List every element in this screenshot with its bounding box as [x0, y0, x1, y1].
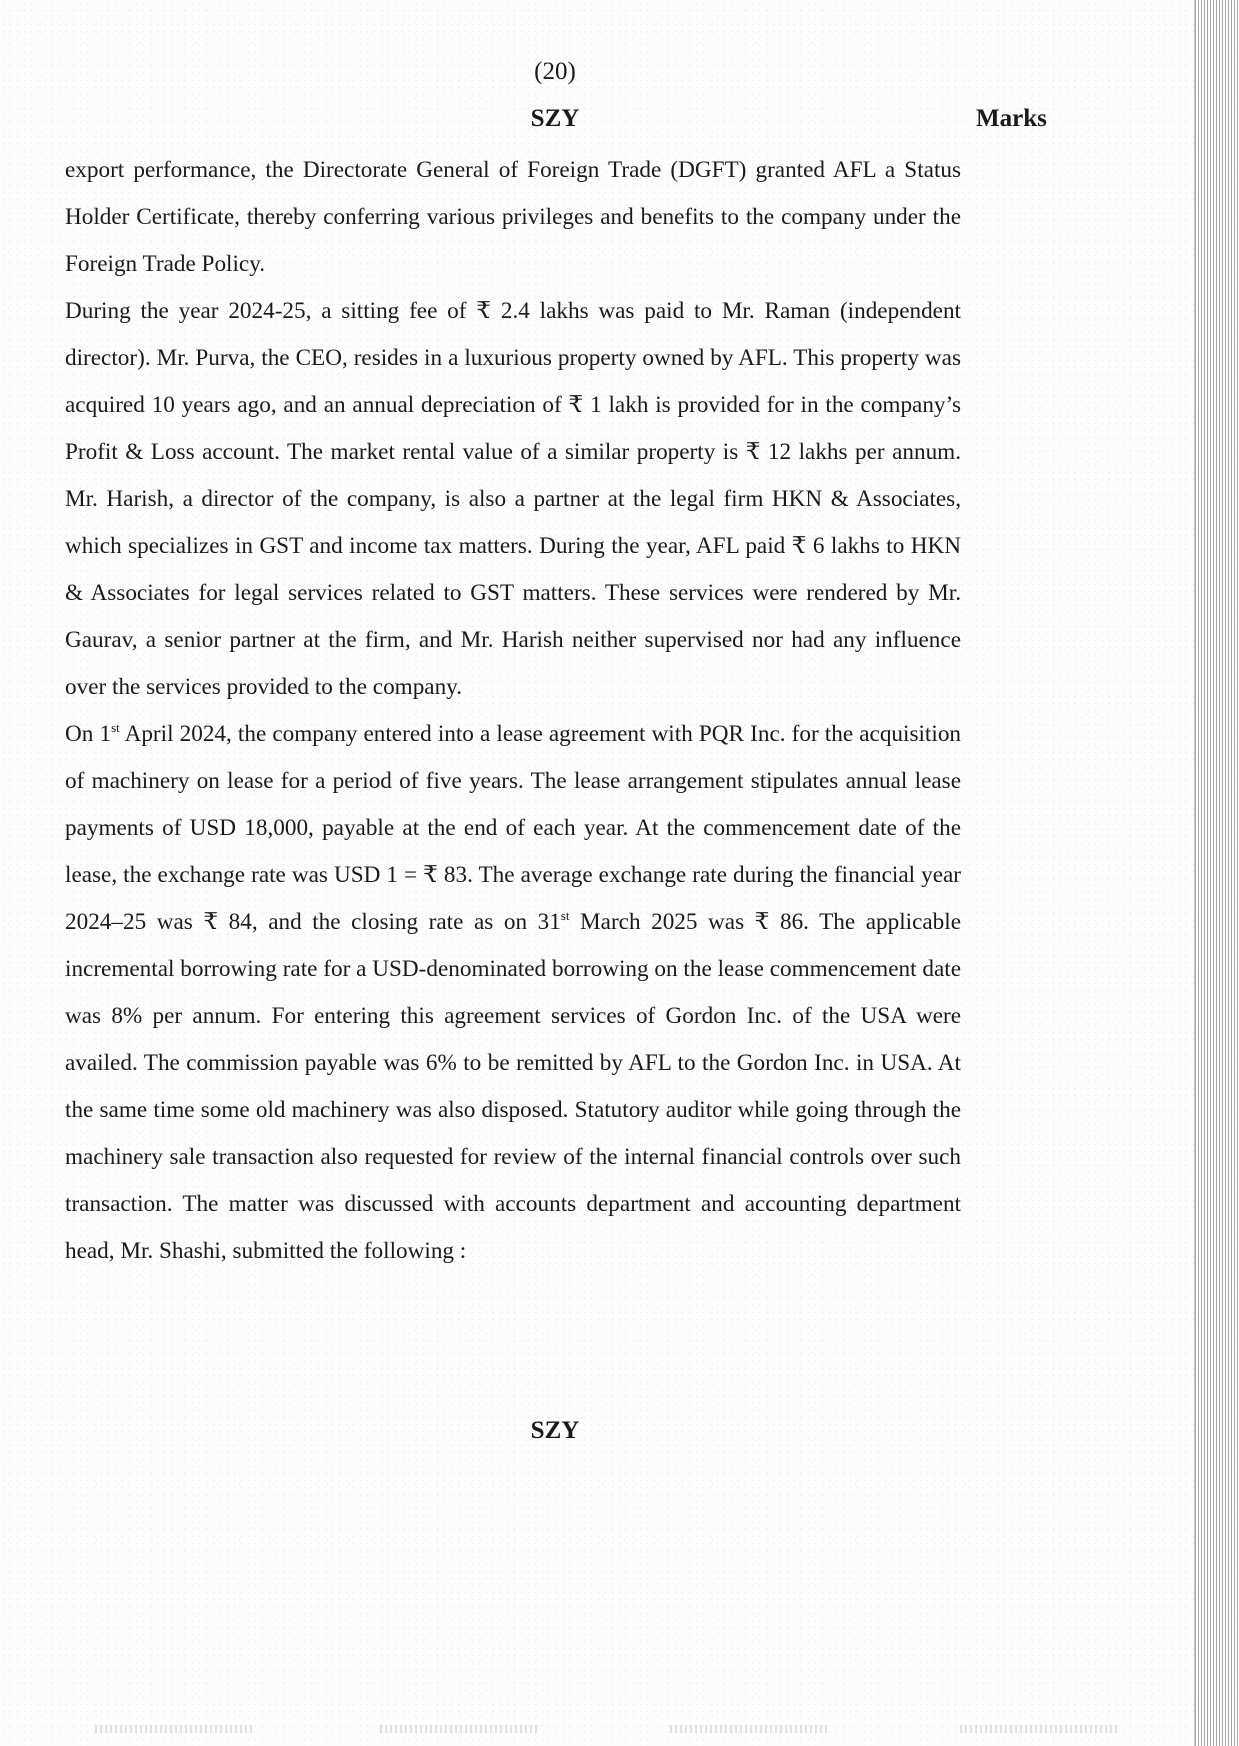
lease-text-part-1: On 1 [65, 721, 112, 747]
marks-column-label: Marks [976, 105, 1047, 132]
ordinal-suffix: st [560, 908, 570, 923]
paragraph-lease-agreement [65, 711, 961, 1275]
footer-paper-code: SZY [530, 1417, 580, 1444]
header-paper-code: SZY [530, 105, 580, 132]
paragraph-related-parties: During the year 2024-25, a sitting fee of ₹ 2.4 lakhs was paid to Mr. Raman (independent director). Mr. Purva, the CEO, resides in a luxurious property owned by AFL. This property was acquired 10 years ago, and an annual depreciation of ₹ 1 lakh is provided for in the company’s Profit & Loss account. The market rental value of a similar property is ₹ 12 lakhs per annum. Mr. Harish, a director of the company, is also a partner at the legal firm HKN & Associates, which specializes in GST and income tax matters. During the year, AFL paid ₹ 6 lakhs to HKN & Associates for legal services related to GST matters. These services were rendered by Mr. Gaurav, a senior partner at the firm, and Mr. Harish neither supervised nor had any influence over the services provided to the company. [65, 298, 961, 700]
lease-text-part-2: April 2024, the company entered into a lease agreement with PQR Inc. for the acquisition of machinery on lease for a period of five years. The lease arrangement stipulates annual lease payments of USD 18,000, payable at the end of each year. At the commencement date of the lease, the exchange rate was USD 1 = ₹ 83. The average exchange rate during the financial year 2024–25 was ₹ 84, and the closing rate as on 31 [65, 721, 962, 935]
scan-smudge [960, 1725, 1120, 1733]
lease-text-part-3: March 2025 was ₹ 86. The applicable incremental borrowing rate for a USD-denominated borrowing on the lease commencement date was 8% per annum. For entering this agreement services of Gordon Inc. of the USA were availed. The commission payable was 6% to be remitted by AFL to the Gordon Inc. in USA. At the same time some old machinery was also disposed. Statutory auditor while going through the machinery sale transaction also requested for review of the internal financial controls over such transaction. The matter was discussed with accounts department and accounting department head, Mr. Shashi, submitted the following : [65, 909, 961, 1264]
scan-smudge [670, 1725, 830, 1733]
paragraph-dgft-certificate: export performance, the Directorate General of Foreign Trade (DGFT) granted AFL a Status Holder Certificate, thereby conferring various privileges and benefits to the company under the Foreign Trade Policy. [65, 157, 961, 277]
scan-smudge [380, 1725, 540, 1733]
question-body [65, 147, 961, 1275]
scan-smudge [95, 1725, 255, 1733]
scanner-edge-strip [1195, 0, 1239, 1746]
page-number: (20) [534, 58, 576, 85]
ordinal-suffix: st [111, 720, 120, 735]
